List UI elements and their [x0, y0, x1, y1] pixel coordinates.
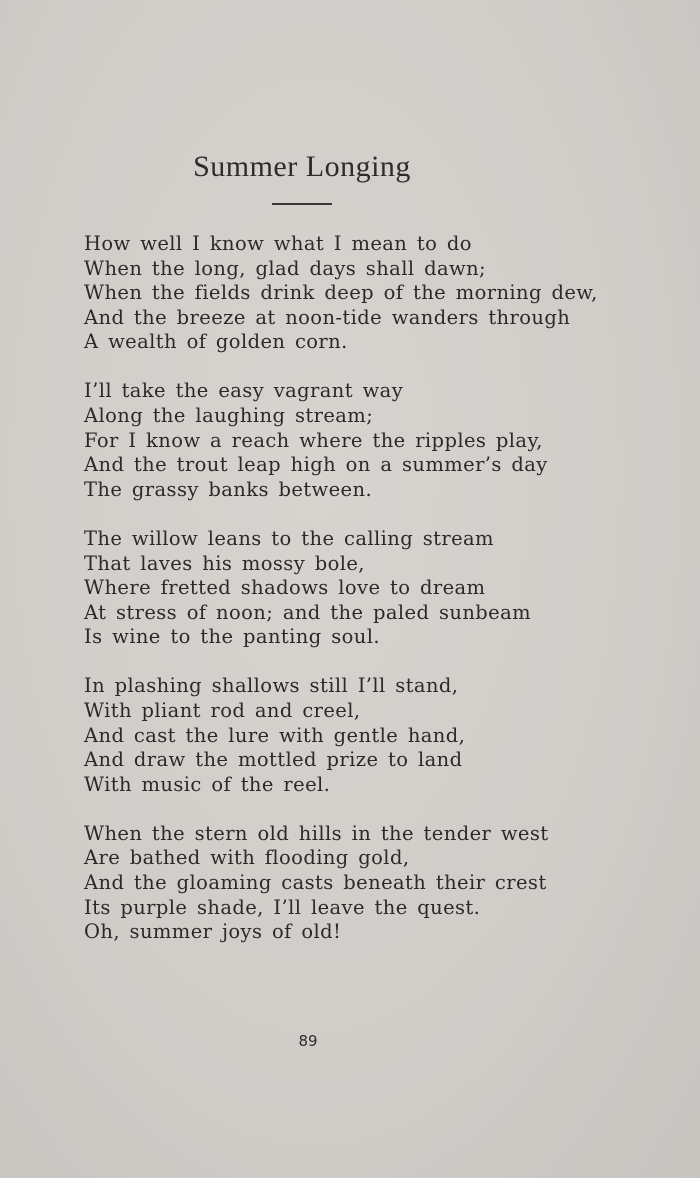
poem-line: A wealth of golden corn.: [84, 330, 348, 354]
poem-line: In plashing shallows still I’ll stand,: [84, 674, 459, 698]
poem-line: The willow leans to the calling stream: [84, 526, 494, 550]
poem-line: Is wine to the panting soul.: [84, 625, 380, 649]
stanza-2: [84, 379, 684, 502]
stanza-3: [84, 527, 684, 650]
poem-line: That laves his mossy bole,: [84, 551, 365, 575]
poem-line: Its purple shade, I’ll leave the quest.: [84, 895, 481, 919]
poem-line: When the long, glad days shall dawn;: [84, 256, 486, 280]
page-number: 89: [298, 1032, 318, 1050]
poem-line: For I know a reach where the ripples play,: [84, 428, 543, 452]
poem-line: With music of the reel.: [84, 772, 331, 796]
poem-line: And the gloaming casts beneath their crest: [84, 871, 547, 895]
poem-line: And the trout leap high on a summer’s day: [84, 453, 548, 477]
poem-line: Oh, summer joys of old!: [84, 920, 342, 944]
poem-line: When the fields drink deep of the morning dew,: [84, 281, 598, 305]
poem-line: I’ll take the easy vagrant way: [84, 379, 404, 403]
poem-line: Are bathed with flooding gold,: [84, 846, 410, 870]
poem-line: And draw the mottled prize to land: [84, 748, 463, 772]
stanza-5: [84, 822, 684, 945]
stanza-4: [84, 674, 684, 797]
poem-line: And cast the lure with gentle hand,: [84, 723, 466, 747]
poem-line: With pliant rod and creel,: [84, 699, 361, 722]
poem-line: Where fretted shadows love to dream: [84, 576, 486, 600]
poem-line: When the stern old hills in the tender west: [84, 821, 549, 845]
poem-line: At stress of noon; and the paled sunbeam: [84, 600, 532, 624]
poem-body: [84, 232, 684, 969]
title-divider: [272, 203, 332, 205]
stanza-1: [84, 232, 684, 355]
poem-title: Summer Longing: [193, 150, 411, 183]
poem-line: The grassy banks between.: [84, 477, 373, 501]
poem-line: Along the laughing stream;: [84, 404, 374, 428]
poem-line: How well I know what I mean to do: [84, 232, 472, 255]
poem-line: And the breeze at noon-tide wanders through: [84, 305, 571, 329]
